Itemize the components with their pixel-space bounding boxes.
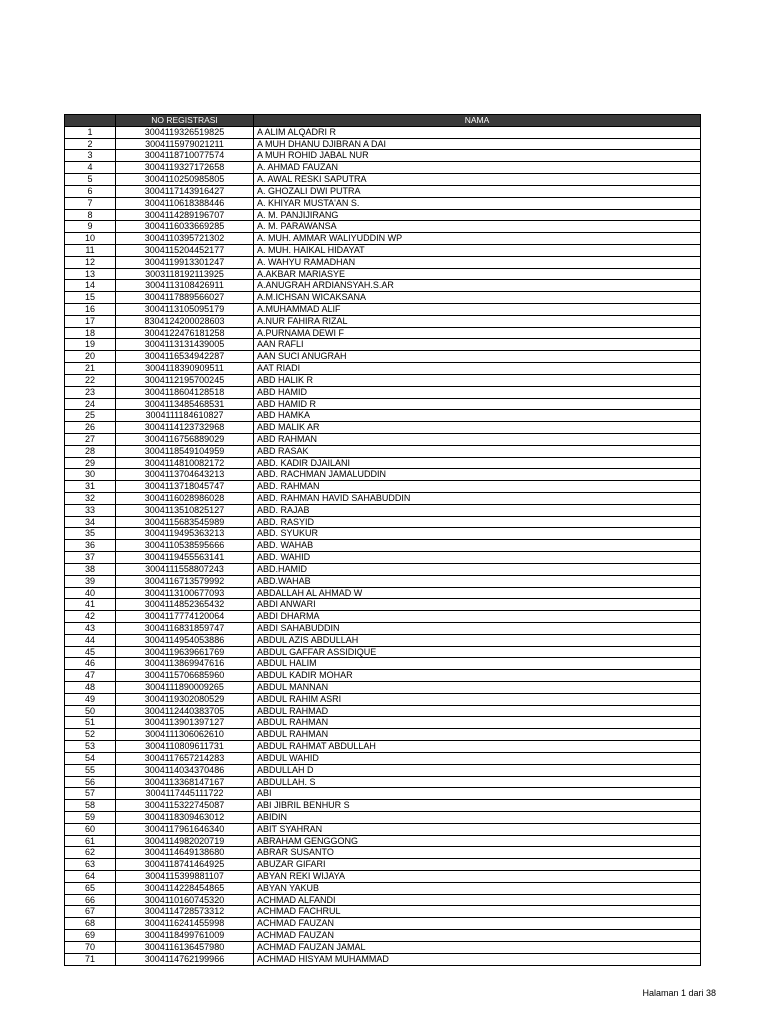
table-row [65, 835, 701, 847]
row-number: 45 [65, 646, 116, 658]
participant-name: ABD.HAMID [254, 563, 701, 575]
participant-name: ACHMAD HISYAM MUHAMMAD [254, 953, 701, 965]
row-number: 32 [65, 493, 116, 505]
registration-number: 3004119302080529 [116, 693, 254, 705]
table-row [65, 481, 701, 493]
table-row [65, 304, 701, 316]
participant-name: AAN SUCI ANUGRAH [254, 351, 701, 363]
participant-name: ABDUL RAHMAN [254, 729, 701, 741]
participant-name: ABDI ANWARI [254, 599, 701, 611]
table-row [65, 162, 701, 174]
participant-name: AAN RAFLI [254, 339, 701, 351]
registration-number: 3004118549104959 [116, 445, 254, 457]
table-row [65, 233, 701, 245]
table-row [65, 670, 701, 682]
row-number: 39 [65, 575, 116, 587]
participant-name: ABIDIN [254, 811, 701, 823]
registration-number: 3004122476181258 [116, 327, 254, 339]
participant-name: ABD HALIK R [254, 374, 701, 386]
participant-name: ABDUL AZIS ABDULLAH [254, 634, 701, 646]
table-row [65, 930, 701, 942]
row-number: 36 [65, 540, 116, 552]
registration-number: 3004118604128518 [116, 386, 254, 398]
table-row [65, 622, 701, 634]
row-number: 67 [65, 906, 116, 918]
registration-number: 3004113869947616 [116, 658, 254, 670]
row-number: 27 [65, 433, 116, 445]
registration-number: 3004119326519825 [116, 126, 254, 138]
registration-number: 3004114982020719 [116, 835, 254, 847]
row-number: 58 [65, 800, 116, 812]
row-number: 65 [65, 882, 116, 894]
registration-number: 3004113368147167 [116, 776, 254, 788]
table-row [65, 788, 701, 800]
row-number: 34 [65, 516, 116, 528]
table-header-row [65, 115, 701, 127]
row-number: 71 [65, 953, 116, 965]
row-number: 54 [65, 752, 116, 764]
row-number: 9 [65, 221, 116, 233]
row-number: 64 [65, 871, 116, 883]
participant-name: ABDULLAH. S [254, 776, 701, 788]
table-row [65, 138, 701, 150]
row-number: 68 [65, 918, 116, 930]
row-number: 30 [65, 469, 116, 481]
row-number: 35 [65, 528, 116, 540]
table-row [65, 126, 701, 138]
participant-name: ABDUL RAHMAN [254, 717, 701, 729]
row-number: 7 [65, 197, 116, 209]
row-number: 3 [65, 150, 116, 162]
row-number: 48 [65, 682, 116, 694]
row-number: 57 [65, 788, 116, 800]
participant-name: ABDUL MANNAN [254, 682, 701, 694]
participant-name: ABDI DHARMA [254, 611, 701, 623]
participant-name: A MUH ROHID JABAL NUR [254, 150, 701, 162]
table-body [65, 126, 701, 965]
participant-name: ABI [254, 788, 701, 800]
registration-number: 3004112440383705 [116, 705, 254, 717]
registration-number: 3004114034370486 [116, 764, 254, 776]
row-number: 52 [65, 729, 116, 741]
registration-number: 3004111184610827 [116, 410, 254, 422]
registration-number: 3004116713579992 [116, 575, 254, 587]
table-row [65, 174, 701, 186]
row-number: 19 [65, 339, 116, 351]
row-number: 23 [65, 386, 116, 398]
registration-number: 3004114649138680 [116, 847, 254, 859]
registration-number: 3004114852365432 [116, 599, 254, 611]
participant-name: ABD HAMID [254, 386, 701, 398]
participant-name: ABD. RACHMAN JAMALUDDIN [254, 469, 701, 481]
registration-number: 3004116028986028 [116, 493, 254, 505]
participant-name: A. KHIYAR MUSTA'AN S. [254, 197, 701, 209]
row-number: 12 [65, 256, 116, 268]
row-number: 66 [65, 894, 116, 906]
participant-name: ABD. RAHMAN HAVID SAHABUDDIN [254, 493, 701, 505]
participant-name: ACHMAD FAUZAN [254, 918, 701, 930]
registration-number: 3004118390909511 [116, 363, 254, 375]
table-row [65, 859, 701, 871]
participant-name: A. AHMAD FAUZAN [254, 162, 701, 174]
table-row [65, 315, 701, 327]
table-row [65, 516, 701, 528]
row-number: 24 [65, 398, 116, 410]
participant-name: ABYAN YAKUB [254, 882, 701, 894]
participant-name: A. GHOZALI DWI PUTRA [254, 185, 701, 197]
registration-number: 3004114289196707 [116, 209, 254, 221]
registration-number: 3004113510825127 [116, 504, 254, 516]
participant-name: ABDUL RAHMAT ABDULLAH [254, 741, 701, 753]
row-number: 11 [65, 244, 116, 256]
participant-name: ABDI SAHABUDDIN [254, 622, 701, 634]
registration-number: 3004110538595666 [116, 540, 254, 552]
participant-name: ABDUL HALIM [254, 658, 701, 670]
registration-number: 3004113131439005 [116, 339, 254, 351]
participant-name: ABD MALIK AR [254, 422, 701, 434]
participant-name: ABD RAHMAN [254, 433, 701, 445]
participant-name: ABD. RAHMAN [254, 481, 701, 493]
table-row [65, 504, 701, 516]
row-number: 6 [65, 185, 116, 197]
row-number: 63 [65, 859, 116, 871]
row-number: 37 [65, 552, 116, 564]
participant-name: ABDULLAH D [254, 764, 701, 776]
table-row [65, 268, 701, 280]
registration-number: 3004114954053886 [116, 634, 254, 646]
table-row [65, 197, 701, 209]
participant-name: ABUZAR GIFARI [254, 859, 701, 871]
row-number: 28 [65, 445, 116, 457]
registration-number: 3003118192113925 [116, 268, 254, 280]
row-number: 51 [65, 717, 116, 729]
header-no-registrasi: NO REGISTRASI [116, 115, 254, 127]
table-row [65, 658, 701, 670]
table-row [65, 563, 701, 575]
row-number: 1 [65, 126, 116, 138]
registration-number: 3004114728573312 [116, 906, 254, 918]
row-number: 55 [65, 764, 116, 776]
row-number: 38 [65, 563, 116, 575]
participant-name: AAT RIADI [254, 363, 701, 375]
participant-name: A.PURNAMA DEWI F [254, 327, 701, 339]
registration-number: 3004117445111722 [116, 788, 254, 800]
table-row [65, 540, 701, 552]
row-number: 60 [65, 823, 116, 835]
participant-name: ABD. RAJAB [254, 504, 701, 516]
registration-number: 3004119495363213 [116, 528, 254, 540]
row-number: 59 [65, 811, 116, 823]
row-number: 2 [65, 138, 116, 150]
table-row [65, 244, 701, 256]
table-row [65, 646, 701, 658]
table-row [65, 776, 701, 788]
participant-name: A. AWAL RESKI SAPUTRA [254, 174, 701, 186]
row-number: 8 [65, 209, 116, 221]
row-number: 41 [65, 599, 116, 611]
row-number: 15 [65, 292, 116, 304]
row-number: 29 [65, 457, 116, 469]
row-number: 50 [65, 705, 116, 717]
registration-number: 3004119639661769 [116, 646, 254, 658]
participant-name: ABRAR SUSANTO [254, 847, 701, 859]
row-number: 22 [65, 374, 116, 386]
table-row [65, 292, 701, 304]
row-number: 10 [65, 233, 116, 245]
table-row [65, 811, 701, 823]
table-row [65, 611, 701, 623]
participant-name: ABDUL KADIR MOHAR [254, 670, 701, 682]
registration-number: 3004117961646340 [116, 823, 254, 835]
table-row [65, 457, 701, 469]
table-row [65, 705, 701, 717]
registration-table [64, 114, 701, 966]
row-number: 61 [65, 835, 116, 847]
registration-number: 3004116534942287 [116, 351, 254, 363]
row-number: 4 [65, 162, 116, 174]
header-nama: NAMA [254, 115, 701, 127]
participant-name: A.NUR FAHIRA RIZAL [254, 315, 701, 327]
table-row [65, 422, 701, 434]
participant-name: ACHMAD FAUZAN JAMAL [254, 941, 701, 953]
row-number: 13 [65, 268, 116, 280]
registration-number: 3004110618388446 [116, 197, 254, 209]
row-number: 17 [65, 315, 116, 327]
registration-number: 3004115979021211 [116, 138, 254, 150]
table-row [65, 906, 701, 918]
participant-name: ABDUL RAHIM ASRI [254, 693, 701, 705]
table-row [65, 185, 701, 197]
table-row [65, 599, 701, 611]
row-number: 18 [65, 327, 116, 339]
participant-name: ABD. RASYID [254, 516, 701, 528]
participant-name: A.M.ICHSAN WICAKSANA [254, 292, 701, 304]
table-row [65, 847, 701, 859]
participant-name: A. M. PARAWANSA [254, 221, 701, 233]
row-number: 16 [65, 304, 116, 316]
table-row [65, 717, 701, 729]
table-row [65, 410, 701, 422]
row-number: 46 [65, 658, 116, 670]
registration-number: 3004110395721302 [116, 233, 254, 245]
participant-name: ABDUL WAHID [254, 752, 701, 764]
table-row [65, 327, 701, 339]
registration-number: 3004113100677093 [116, 587, 254, 599]
row-number: 31 [65, 481, 116, 493]
registration-number: 3004115322745087 [116, 800, 254, 812]
table-row [65, 682, 701, 694]
row-number: 40 [65, 587, 116, 599]
registration-number: 3004115204452177 [116, 244, 254, 256]
registration-number: 3004110160745320 [116, 894, 254, 906]
registration-number: 3004111558807243 [116, 563, 254, 575]
row-number: 49 [65, 693, 116, 705]
participant-name: ABYAN REKI WIJAYA [254, 871, 701, 883]
participant-name: A. M. PANJIJIRANG [254, 209, 701, 221]
table-row [65, 374, 701, 386]
registration-number: 3004119455563141 [116, 552, 254, 564]
table-row [65, 729, 701, 741]
table-row [65, 871, 701, 883]
page-number-footer: Halaman 1 dari 38 [642, 988, 716, 998]
table-row [65, 941, 701, 953]
table-row [65, 800, 701, 812]
table-row [65, 882, 701, 894]
row-number: 62 [65, 847, 116, 859]
row-number: 70 [65, 941, 116, 953]
registration-number: 3004116756889029 [116, 433, 254, 445]
table-row [65, 445, 701, 457]
table-row [65, 363, 701, 375]
registration-number: 3004117657214283 [116, 752, 254, 764]
table-row [65, 953, 701, 965]
table-row [65, 752, 701, 764]
table-row [65, 398, 701, 410]
registration-number: 3004116033669285 [116, 221, 254, 233]
table-row [65, 894, 701, 906]
participant-name: A.AKBAR MARIASYE [254, 268, 701, 280]
row-number: 25 [65, 410, 116, 422]
participant-name: ACHMAD FAUZAN [254, 930, 701, 942]
table-row [65, 150, 701, 162]
row-number: 53 [65, 741, 116, 753]
participant-name: ABD. KADIR DJAILANI [254, 457, 701, 469]
table-row [65, 386, 701, 398]
participant-name: ABRAHAM GENGGONG [254, 835, 701, 847]
participant-name: A.MUHAMMAD ALIF [254, 304, 701, 316]
table-row [65, 209, 701, 221]
registration-number: 3004119327172658 [116, 162, 254, 174]
table-row [65, 528, 701, 540]
participant-name: ABDUL RAHMAD [254, 705, 701, 717]
table-row [65, 221, 701, 233]
row-number: 20 [65, 351, 116, 363]
participant-name: ABDALLAH AL AHMAD W [254, 587, 701, 599]
registration-number: 3004111890009265 [116, 682, 254, 694]
row-number: 14 [65, 280, 116, 292]
participant-name: ABDUL GAFFAR ASSIDIQUE [254, 646, 701, 658]
table-row [65, 433, 701, 445]
participant-name: ABIT SYAHRAN [254, 823, 701, 835]
table-row [65, 918, 701, 930]
participant-name: A ALIM ALQADRI R [254, 126, 701, 138]
row-number: 26 [65, 422, 116, 434]
registration-number: 3004118309463012 [116, 811, 254, 823]
table-row [65, 493, 701, 505]
participant-name: ABD.WAHAB [254, 575, 701, 587]
table-row [65, 823, 701, 835]
registration-number: 3004118741464925 [116, 859, 254, 871]
row-number: 42 [65, 611, 116, 623]
registration-number: 3004113105095179 [116, 304, 254, 316]
participant-name: ABD RASAK [254, 445, 701, 457]
participant-name: ABD HAMID R [254, 398, 701, 410]
registration-number: 3004117774120064 [116, 611, 254, 623]
registration-number: 3004113108426911 [116, 280, 254, 292]
table-row [65, 552, 701, 564]
participant-name: ABD HAMKA [254, 410, 701, 422]
header-no [65, 115, 116, 127]
row-number: 21 [65, 363, 116, 375]
registration-number: 3004111306062610 [116, 729, 254, 741]
table-row [65, 693, 701, 705]
registration-number: 8304124200028603 [116, 315, 254, 327]
participant-name: A.ANUGRAH ARDIANSYAH.S.AR [254, 280, 701, 292]
participant-name: ABI JIBRIL BENHUR S [254, 800, 701, 812]
participant-name: ACHMAD FACHRUL [254, 906, 701, 918]
row-number: 33 [65, 504, 116, 516]
participant-name: A MUH DHANU DJIBRAN A DAI [254, 138, 701, 150]
row-number: 44 [65, 634, 116, 646]
registration-number: 3004113704643213 [116, 469, 254, 481]
participant-name: ABD. WAHID [254, 552, 701, 564]
table-row [65, 256, 701, 268]
registration-number: 3004114762199966 [116, 953, 254, 965]
participant-name: A. WAHYU RAMADHAN [254, 256, 701, 268]
registration-number: 3004112195700245 [116, 374, 254, 386]
registration-number: 3004114228454865 [116, 882, 254, 894]
table-row [65, 339, 701, 351]
registration-number: 3004116831859747 [116, 622, 254, 634]
registration-number: 3004118710077574 [116, 150, 254, 162]
registration-number: 3004110809611731 [116, 741, 254, 753]
table-row [65, 634, 701, 646]
table-row [65, 351, 701, 363]
registration-number: 3004110250985805 [116, 174, 254, 186]
registration-number: 3004115399881107 [116, 871, 254, 883]
row-number: 47 [65, 670, 116, 682]
table-row [65, 575, 701, 587]
registration-number: 3004116241455998 [116, 918, 254, 930]
registration-number: 3004114123732968 [116, 422, 254, 434]
registration-number: 3004113485468531 [116, 398, 254, 410]
row-number: 43 [65, 622, 116, 634]
table-row [65, 280, 701, 292]
row-number: 5 [65, 174, 116, 186]
participant-name: ABD. WAHAB [254, 540, 701, 552]
registration-number: 3004113718045747 [116, 481, 254, 493]
row-number: 56 [65, 776, 116, 788]
registration-number: 3004116136457980 [116, 941, 254, 953]
registration-number: 3004117143916427 [116, 185, 254, 197]
row-number: 69 [65, 930, 116, 942]
registration-number: 3004115706685960 [116, 670, 254, 682]
registration-number: 3004118499761009 [116, 930, 254, 942]
participant-name: A. MUH. AMMAR WALIYUDDIN WP [254, 233, 701, 245]
registration-number: 3004117889566027 [116, 292, 254, 304]
participant-name: ABD. SYUKUR [254, 528, 701, 540]
table-row [65, 469, 701, 481]
participant-name: ACHMAD ALFANDI [254, 894, 701, 906]
table-row [65, 764, 701, 776]
table-row [65, 587, 701, 599]
registration-number: 3004113901397127 [116, 717, 254, 729]
registration-number: 3004114810082172 [116, 457, 254, 469]
registration-number: 3004115683545989 [116, 516, 254, 528]
table-row [65, 741, 701, 753]
registration-number: 3004119913301247 [116, 256, 254, 268]
participant-name: A. MUH. HAIKAL HIDAYAT [254, 244, 701, 256]
